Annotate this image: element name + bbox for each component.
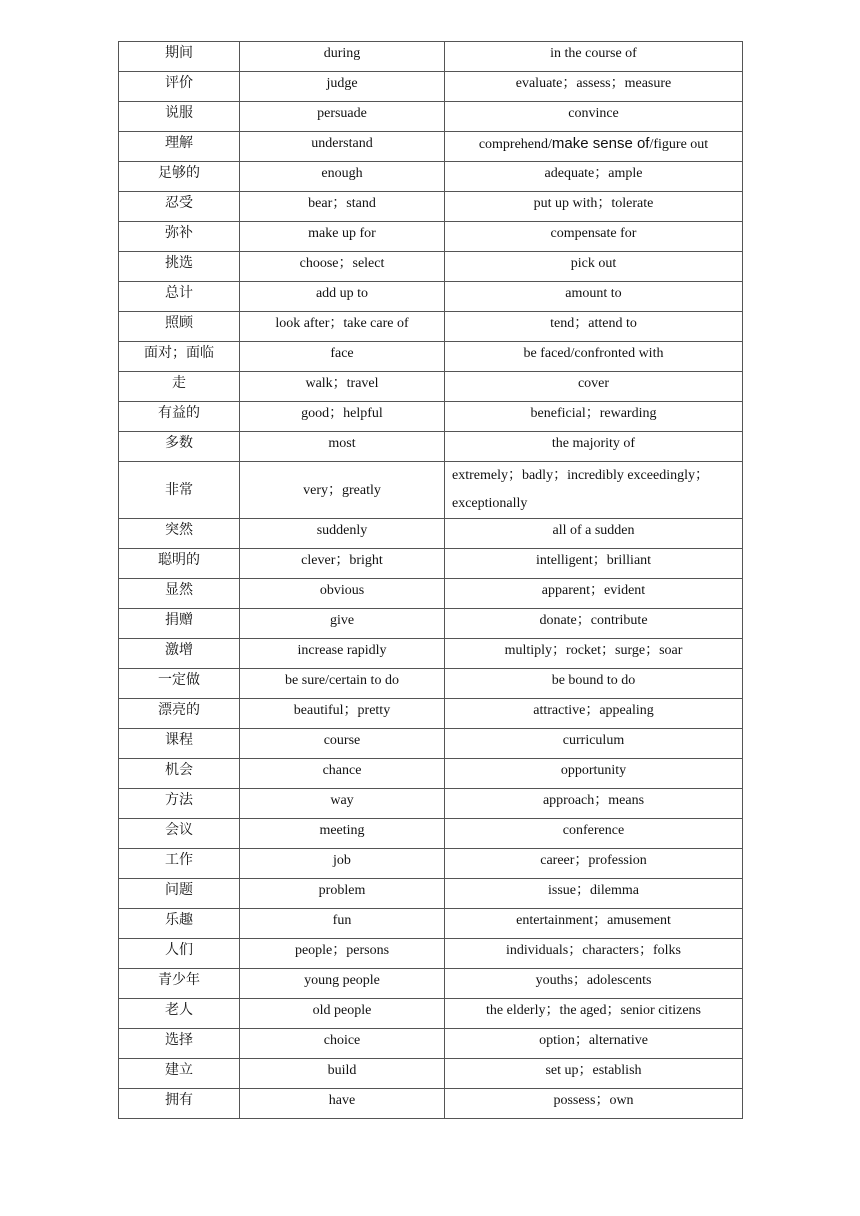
advanced-synonym: in the course of (445, 42, 743, 72)
basic-word: have (240, 1089, 445, 1119)
advanced-synonym: put up with；tolerate (445, 192, 743, 222)
chinese-term: 说服 (119, 102, 240, 132)
basic-word: very；greatly (240, 462, 445, 519)
table-row (119, 282, 743, 312)
chinese-term: 乐趣 (119, 909, 240, 939)
advanced-synonym: tend；attend to (445, 312, 743, 342)
table-row (119, 519, 743, 549)
advanced-synonym: intelligent；brilliant (445, 549, 743, 579)
table-row (119, 759, 743, 789)
chinese-term: 问题 (119, 879, 240, 909)
basic-word: add up to (240, 282, 445, 312)
advanced-synonym: cover (445, 372, 743, 402)
table-row (119, 222, 743, 252)
table-row (119, 729, 743, 759)
chinese-term: 走 (119, 372, 240, 402)
table-row (119, 579, 743, 609)
chinese-term: 人们 (119, 939, 240, 969)
advanced-synonym: beneficial；rewarding (445, 402, 743, 432)
table-row (119, 42, 743, 72)
basic-word: choose；select (240, 252, 445, 282)
chinese-term: 会议 (119, 819, 240, 849)
basic-word: face (240, 342, 445, 372)
basic-word: job (240, 849, 445, 879)
chinese-term: 拥有 (119, 1089, 240, 1119)
chinese-term: 挑选 (119, 252, 240, 282)
chinese-term: 捐赠 (119, 609, 240, 639)
chinese-term: 课程 (119, 729, 240, 759)
table-row (119, 162, 743, 192)
chinese-term: 聪明的 (119, 549, 240, 579)
basic-word: suddenly (240, 519, 445, 549)
table-row (119, 609, 743, 639)
chinese-term: 方法 (119, 789, 240, 819)
basic-word: walk；travel (240, 372, 445, 402)
table-row (119, 819, 743, 849)
table-row (119, 432, 743, 462)
advanced-synonym: multiply；rocket；surge；soar (445, 639, 743, 669)
chinese-term: 非常 (119, 462, 240, 519)
table-row (119, 849, 743, 879)
advanced-synonym: approach；means (445, 789, 743, 819)
table-row (119, 462, 743, 519)
table-row (119, 549, 743, 579)
advanced-synonym: the majority of (445, 432, 743, 462)
chinese-term: 忍受 (119, 192, 240, 222)
basic-word: problem (240, 879, 445, 909)
table-row (119, 789, 743, 819)
basic-word: course (240, 729, 445, 759)
advanced-synonym: individuals；characters；folks (445, 939, 743, 969)
table-row (119, 372, 743, 402)
basic-word: bear；stand (240, 192, 445, 222)
advanced-synonym: evaluate；assess；measure (445, 72, 743, 102)
table-row (119, 132, 743, 162)
advanced-synonym (445, 132, 743, 162)
table-row (119, 939, 743, 969)
table-row (119, 102, 743, 132)
chinese-term: 理解 (119, 132, 240, 162)
advanced-synonym: all of a sudden (445, 519, 743, 549)
table-row (119, 1089, 743, 1119)
basic-word: persuade (240, 102, 445, 132)
basic-word: enough (240, 162, 445, 192)
vocabulary-sheet (118, 41, 743, 1119)
synonym-part: make sense of (551, 135, 650, 152)
basic-word: look after；take care of (240, 312, 445, 342)
chinese-term: 弥补 (119, 222, 240, 252)
advanced-synonym: compensate for (445, 222, 743, 252)
basic-word: most (240, 432, 445, 462)
basic-word: increase rapidly (240, 639, 445, 669)
advanced-synonym: the elderly；the aged；senior citizens (445, 999, 743, 1029)
advanced-synonym: adequate；ample (445, 162, 743, 192)
table-row (119, 402, 743, 432)
basic-word: way (240, 789, 445, 819)
table-row (119, 1029, 743, 1059)
chinese-term: 有益的 (119, 402, 240, 432)
advanced-synonym: possess；own (445, 1089, 743, 1119)
table-row (119, 669, 743, 699)
basic-word: during (240, 42, 445, 72)
basic-word: young people (240, 969, 445, 999)
basic-word: meeting (240, 819, 445, 849)
advanced-synonym: extremely；badly；incredibly exceedingly；exceptionally (445, 462, 743, 519)
advanced-synonym: donate；contribute (445, 609, 743, 639)
advanced-synonym: convince (445, 102, 743, 132)
chinese-term: 足够的 (119, 162, 240, 192)
basic-word: choice (240, 1029, 445, 1059)
chinese-term: 漂亮的 (119, 699, 240, 729)
chinese-term: 选择 (119, 1029, 240, 1059)
chinese-term: 照顾 (119, 312, 240, 342)
synonym-part: comprehend/ (478, 137, 552, 152)
basic-word: understand (240, 132, 445, 162)
basic-word: old people (240, 999, 445, 1029)
advanced-synonym: set up；establish (445, 1059, 743, 1089)
table-row (119, 639, 743, 669)
chinese-term: 建立 (119, 1059, 240, 1089)
basic-word: fun (240, 909, 445, 939)
advanced-synonym: amount to (445, 282, 743, 312)
advanced-synonym: conference (445, 819, 743, 849)
chinese-term: 老人 (119, 999, 240, 1029)
chinese-term: 机会 (119, 759, 240, 789)
advanced-synonym: be faced/confronted with (445, 342, 743, 372)
vocabulary-table-body (119, 42, 743, 1119)
table-row (119, 1059, 743, 1089)
advanced-synonym: attractive；appealing (445, 699, 743, 729)
table-row (119, 72, 743, 102)
advanced-synonym: pick out (445, 252, 743, 282)
basic-word: judge (240, 72, 445, 102)
advanced-synonym: youths；adolescents (445, 969, 743, 999)
vocabulary-table (118, 41, 743, 1119)
table-row (119, 342, 743, 372)
basic-word: be sure/certain to do (240, 669, 445, 699)
basic-word: beautiful；pretty (240, 699, 445, 729)
chinese-term: 工作 (119, 849, 240, 879)
chinese-term: 一定做 (119, 669, 240, 699)
advanced-synonym: opportunity (445, 759, 743, 789)
basic-word: build (240, 1059, 445, 1089)
advanced-synonym: entertainment；amusement (445, 909, 743, 939)
advanced-synonym: issue；dilemma (445, 879, 743, 909)
table-row (119, 192, 743, 222)
advanced-synonym: be bound to do (445, 669, 743, 699)
basic-word: obvious (240, 579, 445, 609)
chinese-term: 激增 (119, 639, 240, 669)
advanced-synonym: career；profession (445, 849, 743, 879)
basic-word: good；helpful (240, 402, 445, 432)
chinese-term: 青少年 (119, 969, 240, 999)
chinese-term: 多数 (119, 432, 240, 462)
basic-word: clever；bright (240, 549, 445, 579)
chinese-term: 评价 (119, 72, 240, 102)
table-row (119, 999, 743, 1029)
synonym-part: /figure out (649, 137, 709, 152)
chinese-term: 期间 (119, 42, 240, 72)
chinese-term: 面对；面临 (119, 342, 240, 372)
table-row (119, 909, 743, 939)
table-row (119, 312, 743, 342)
chinese-term: 总计 (119, 282, 240, 312)
chinese-term: 突然 (119, 519, 240, 549)
chinese-term: 显然 (119, 579, 240, 609)
advanced-synonym: option；alternative (445, 1029, 743, 1059)
basic-word: give (240, 609, 445, 639)
table-row (119, 969, 743, 999)
table-row (119, 252, 743, 282)
basic-word: people；persons (240, 939, 445, 969)
table-row (119, 879, 743, 909)
advanced-synonym: apparent；evident (445, 579, 743, 609)
basic-word: chance (240, 759, 445, 789)
table-row (119, 699, 743, 729)
advanced-synonym: curriculum (445, 729, 743, 759)
basic-word: make up for (240, 222, 445, 252)
